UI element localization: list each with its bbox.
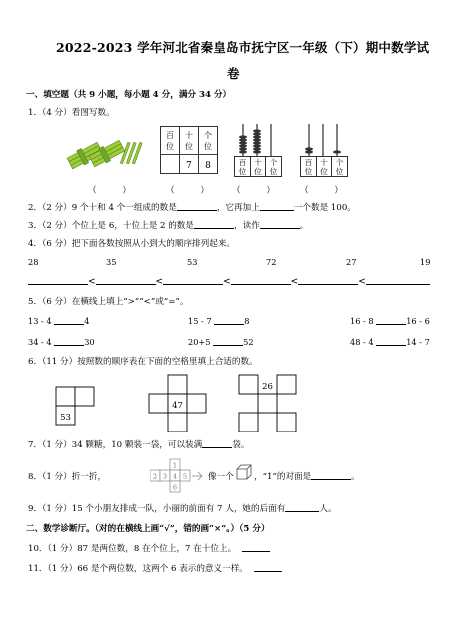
q9-text-b: 人。 (319, 504, 337, 514)
svg-text:1: 1 (172, 461, 178, 470)
q3-text-b: ，读作 (234, 221, 260, 231)
less-than-3: < (223, 277, 231, 287)
q4-blank-1[interactable] (28, 275, 88, 285)
svg-text:个: 个 (204, 131, 212, 140)
q2-line (28, 201, 356, 213)
q8-line-end: ，“1”的对面是 。 (254, 472, 360, 482)
svg-text:个: 个 (335, 158, 344, 167)
q2-blank-2[interactable] (260, 201, 294, 211)
q2-text-b: ，它再加上 (216, 203, 260, 213)
q4-blank-2[interactable] (96, 275, 156, 285)
q1-answer-paren-2[interactable]: （ ） (166, 186, 209, 196)
q4-number-2: 35 (106, 257, 117, 267)
q5-item-6: 48 - 4 14 - 7 (350, 337, 430, 347)
q5-blank-3[interactable] (376, 315, 406, 325)
q3-text-a: 3．（2 分）个位上是 6，十位上是 2 的数是 (28, 221, 194, 231)
q4-answer-row (28, 275, 430, 287)
svg-text:百: 百 (238, 158, 247, 167)
q7-text-b: 袋。 (232, 440, 250, 450)
q5-item-1: 13 - 4 4 (28, 316, 90, 326)
svg-text:6: 6 (172, 483, 178, 492)
q11-line (28, 562, 282, 574)
svg-text:3: 3 (162, 472, 168, 481)
cube-net-image (150, 458, 208, 498)
place-value-table (160, 126, 218, 174)
svg-text:十: 十 (254, 158, 262, 167)
q3-line: 3．（2 分）个位上是 6，十位上是 2 的数是 ，读作 。 (28, 221, 309, 231)
q9-text-a: 9．（1 分）15 个小朋友排成一队，小丽的前面有 7 人，她的后面有 (28, 504, 286, 514)
q5-item-3: 16 - 8 16 - 6 (350, 316, 430, 326)
q4-number-6: 19 (420, 257, 431, 267)
svg-text:位: 位 (204, 142, 212, 151)
q10-line (28, 542, 270, 554)
cube-icon (235, 463, 255, 481)
q4-number-5: 27 (346, 257, 357, 267)
q5-blank-4[interactable] (54, 336, 84, 346)
q3-blank-2[interactable] (260, 219, 300, 229)
q5-blank-1[interactable] (54, 315, 84, 325)
q5-text: 5．（6 分）在横线上填上“>”“<”或“=”。 (28, 297, 189, 307)
q8-text-c: ，“1”的对面是 (254, 472, 312, 482)
svg-text:百: 百 (304, 158, 313, 167)
q5-item-4: 34 - 4 30 (28, 337, 95, 347)
q2-blank-1[interactable] (177, 201, 217, 211)
less-than-5: < (358, 277, 366, 287)
q5-item-2: 15 - 7 8 (188, 316, 250, 326)
q5-blank-2[interactable] (214, 315, 244, 325)
q7-blank[interactable] (202, 438, 232, 448)
q4-text: 4．（6 分）把下面各数按照从小到大的顺序排列起来。 (28, 239, 236, 249)
table-value-tens: 7 (186, 161, 192, 171)
svg-text:5: 5 (182, 472, 188, 481)
q11-text: 11．（1 分）66 是个两位数，这两个 6 表示的意义一样。 (28, 564, 248, 574)
q11-blank[interactable] (254, 562, 282, 572)
q2-text-c: 一个数是 100。 (293, 203, 356, 213)
table-value-ones: 8 (205, 161, 211, 171)
svg-text:位: 位 (238, 167, 247, 176)
q6-text: 6．（11 分）按照数的顺序表在下面的空格里填上合适的数。 (28, 357, 258, 367)
svg-text:个: 个 (269, 158, 278, 167)
svg-text:位: 位 (304, 167, 313, 176)
q8-text-a: 8．（1 分）折一折， (28, 472, 107, 482)
svg-text:位: 位 (185, 142, 193, 151)
q6-number-grids (55, 372, 355, 432)
q5-item-5: 20+5 52 (188, 337, 254, 347)
q1-answer-paren-4[interactable]: （ ） (300, 186, 343, 196)
svg-text:位: 位 (269, 167, 278, 176)
svg-text:位: 位 (320, 167, 328, 176)
q4-blank-6[interactable] (366, 275, 430, 285)
q1-answer-paren-3[interactable]: （ ） (232, 186, 275, 196)
q5-blank-6[interactable] (376, 336, 406, 346)
q4-number-1: 28 (28, 257, 39, 267)
section2-header: 二、数学诊断厅。（对的在横线上画“√”，错的画“×”。）（5 分） (26, 524, 270, 534)
q4-blank-3[interactable] (163, 275, 223, 285)
q4-number-3: 53 (187, 257, 198, 267)
less-than-4: < (290, 277, 299, 287)
q5-blank-5[interactable] (213, 336, 243, 346)
grid1-number: 53 (60, 413, 71, 423)
section1-header: 一、填空题（共 9 小题，每小题 4 分，满分 34 分） (26, 90, 232, 100)
page-title-line1: 2022-2023 学年河北省秦皇岛市抚宁区一年级（下）期中数学试 (56, 40, 430, 55)
q10-text: 10．（1 分）87 是两位数，8 在个位上，7 在十位上。 (28, 544, 237, 554)
page-title-line2: 卷 (227, 66, 240, 81)
svg-text:位: 位 (335, 167, 344, 176)
grid3-number: 26 (262, 382, 273, 392)
q8-text-b: 像一个 (208, 472, 234, 482)
svg-text:2: 2 (152, 472, 158, 481)
less-than-1: < (88, 277, 96, 287)
abacus-2-image (298, 122, 350, 178)
q2-text-a: 2．（2 分）9 个十和 4 个一组成的数是 (28, 203, 177, 213)
q9-blank[interactable] (285, 502, 319, 512)
less-than-2: < (155, 277, 164, 287)
q4-blank-5[interactable] (298, 275, 358, 285)
q4-blank-4[interactable] (231, 275, 291, 285)
grid2-number: 47 (172, 401, 183, 411)
q9-line (28, 502, 337, 514)
svg-text:百: 百 (166, 131, 174, 140)
q4-number-4: 72 (266, 257, 277, 267)
sticks-bundle-image (66, 132, 146, 172)
svg-text:4: 4 (172, 472, 178, 481)
q1-answer-paren-1[interactable]: （ ） (88, 186, 131, 196)
q7-text-a: 7．（1 分）34 颗糖，10 颗装一袋，可以装满 (28, 440, 203, 450)
svg-text:位: 位 (166, 142, 174, 151)
q10-blank[interactable] (242, 542, 270, 552)
abacus-1-image (232, 122, 284, 178)
q7-line (28, 438, 249, 450)
svg-text:位: 位 (254, 167, 262, 176)
q3-blank-1[interactable] (194, 219, 234, 229)
svg-text:十: 十 (185, 131, 193, 140)
q8-blank[interactable] (311, 470, 351, 480)
svg-text:十: 十 (320, 158, 328, 167)
q1-text: 1．（4 分）看图写数。 (28, 108, 115, 118)
